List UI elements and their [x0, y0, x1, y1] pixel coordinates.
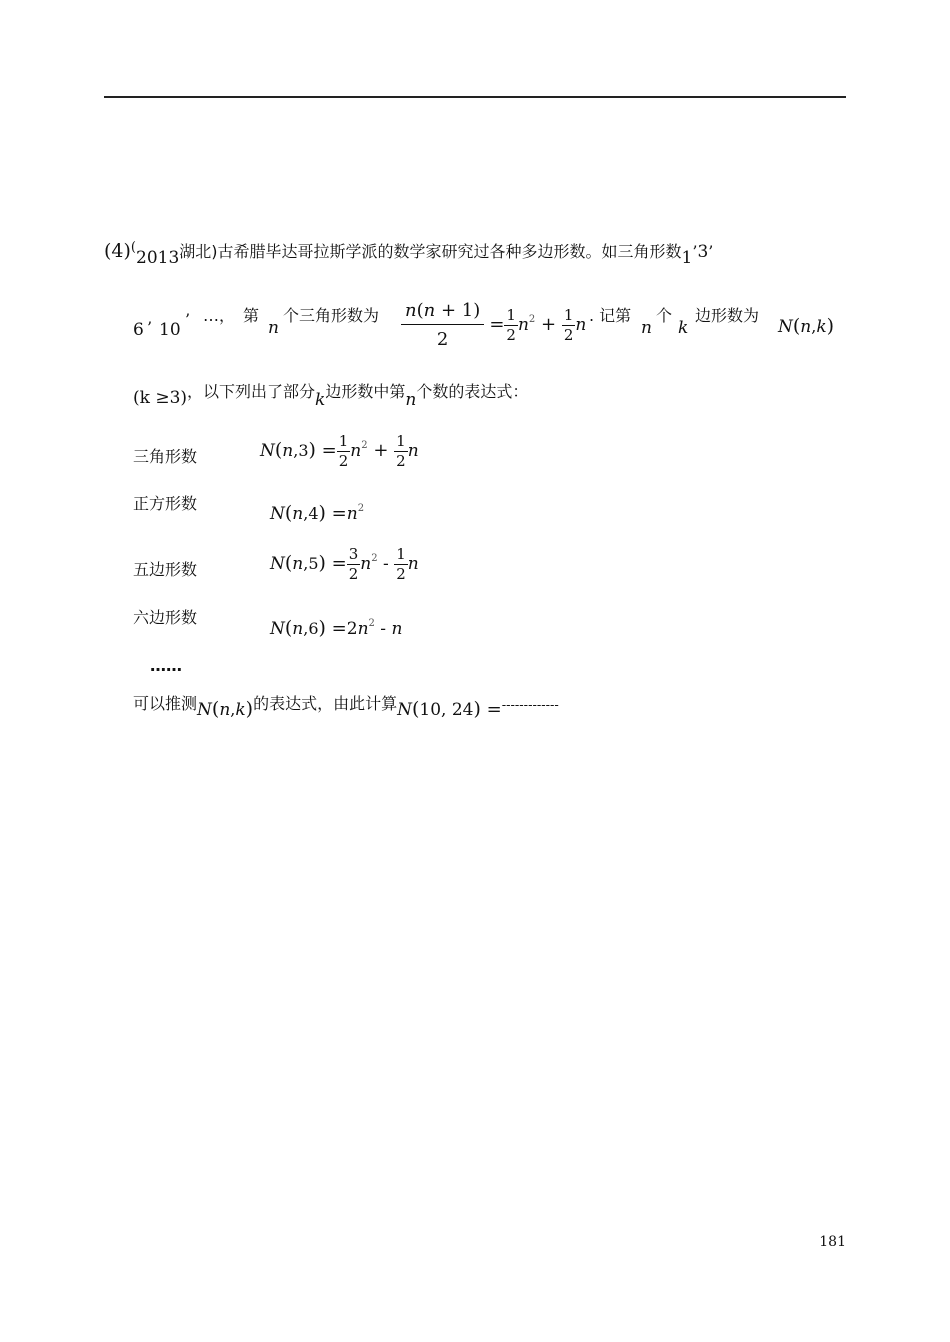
- answer-blank: -------------: [501, 698, 559, 713]
- expression-text: 个数的表达式：: [416, 382, 529, 401]
- list-text: ，以下列出了部分: [187, 382, 316, 401]
- final-middle: 的表达式，由此计算: [253, 694, 398, 713]
- row-label-triangle: 三角形数: [133, 447, 198, 466]
- formula-square: $N(n,4) =n^2$: [270, 502, 365, 524]
- seq-term-3: 3: [697, 242, 709, 262]
- formula-hexagon: $N(n,6) =2n^2 - n$: [270, 617, 403, 639]
- seq-term-6: 6: [133, 320, 144, 340]
- var-n-2: n: [641, 318, 652, 338]
- N-n-k-expr: N(n,k): [778, 315, 835, 337]
- source-open-paren: (: [130, 240, 136, 255]
- ge-text: 个: [656, 306, 673, 325]
- polygon-number-text: 边形数为: [695, 306, 760, 325]
- problem-line-3: [133, 380, 528, 412]
- fraction-half-1: $\frac{1}{2}$: [506, 306, 516, 344]
- fraction-half-2: $\frac{1}{2}$: [563, 306, 574, 344]
- seq-term-10: 10: [159, 320, 181, 340]
- source-province: 湖北): [179, 242, 218, 261]
- row-label-pentagon: 五边形数: [133, 560, 198, 579]
- continuation-dots: ……: [150, 656, 182, 675]
- triangle-formula: $\frac{n(n + 1)}{2}$ = $\frac{1}{2}$ $n^2$ + $\frac{1}{2}$ n: [401, 302, 586, 349]
- N-10-24-expr: N(10, 24) =: [397, 698, 502, 720]
- final-line: [133, 692, 559, 722]
- seq-term-1: 1: [681, 248, 693, 268]
- N-n-k-final: N(n,k): [197, 698, 254, 720]
- row-label-hexagon: 六边形数: [133, 608, 198, 627]
- polygon-middle-text: 边形数中第: [325, 382, 406, 401]
- problem-number: (4): [104, 240, 131, 262]
- source-year: 2013: [136, 248, 180, 268]
- var-k: k: [678, 318, 689, 338]
- row-label-square: 正方形数: [133, 494, 198, 513]
- problem-intro: 古希腊毕达哥拉斯学派的数学家研究过各种多边形数。如三角形数: [217, 242, 682, 261]
- seq-ellipsis: …，: [203, 306, 236, 325]
- k-ge-3-condition: (k ≥3): [133, 388, 188, 408]
- var-k-2: k: [315, 390, 326, 410]
- final-prefix: 可以推测: [133, 694, 198, 713]
- fraction-n-n-plus-1-over-2: $\frac{n(n + 1)}{2}$: [401, 302, 484, 349]
- formula-pentagon: N(n,5) = $\frac{3}{2}$ $n^2$ - $\frac{1}{2}$ n: [270, 545, 419, 583]
- record-text: . 记第: [589, 306, 632, 325]
- header-rule: [104, 96, 846, 98]
- var-n-3: n: [405, 390, 417, 410]
- formula-triangle: N(n,3) = $\frac{1}{2}$ $n^2$ + $\frac{1}{2}$ n: [260, 432, 419, 470]
- di-text: 第: [243, 306, 260, 325]
- problem-line-1: (4)(2013湖北)古希腊毕达哥拉斯学派的数学家研究过各种多边形数。如三角形数1’3’: [104, 240, 714, 268]
- page-number: 181: [819, 1234, 846, 1250]
- var-n: n: [268, 318, 279, 338]
- triangle-number-text: 个三角形数为: [283, 306, 380, 325]
